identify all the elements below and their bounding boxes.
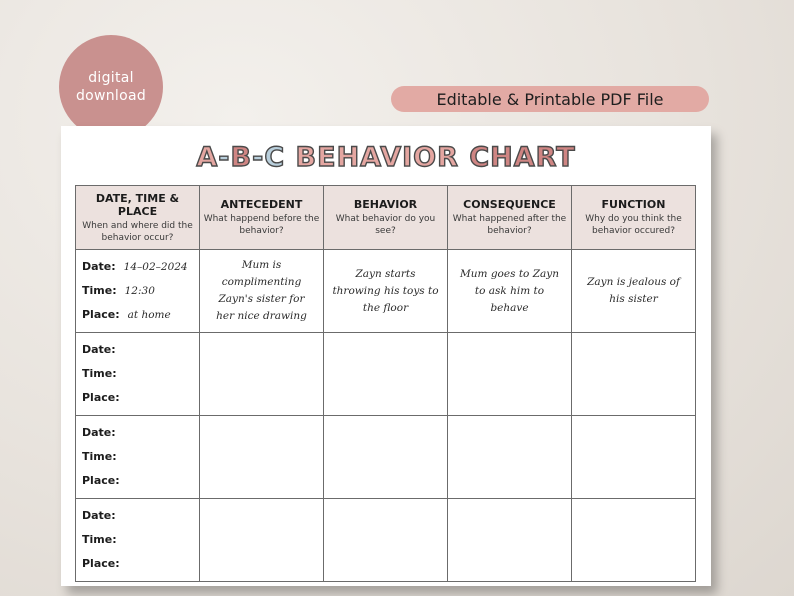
- place-label: Place:: [82, 474, 120, 487]
- antecedent-cell[interactable]: [200, 333, 324, 416]
- header-consequence: [448, 186, 572, 250]
- title-part-b: B: [230, 142, 253, 173]
- header-subtitle: What happend before the behavior?: [203, 214, 320, 236]
- table-row-example: [76, 250, 696, 333]
- abc-table: [75, 185, 696, 582]
- header-title: FUNCTION: [601, 198, 666, 211]
- place-label: Place:: [82, 557, 120, 570]
- function-cell[interactable]: [572, 416, 696, 499]
- header-title: CONSEQUENCE: [463, 198, 556, 211]
- header-antecedent: [200, 186, 324, 250]
- title-part-c: C: [264, 142, 286, 173]
- header-subtitle: When and where did the behavior occur?: [82, 220, 193, 243]
- table-header-row: [76, 186, 696, 250]
- place-label: Place:: [82, 391, 120, 404]
- header-subtitle: Why do you think the behavior occured?: [585, 214, 682, 236]
- title-part-dash2: -: [252, 142, 265, 173]
- date-time-place-cell[interactable]: [76, 499, 200, 582]
- table-row: [76, 499, 696, 582]
- badge-line-2: download: [75, 88, 147, 104]
- header-function: [572, 186, 696, 250]
- page-title: [61, 142, 711, 173]
- date-time-place-cell[interactable]: [76, 416, 200, 499]
- header-subtitle: What happened after the behavior?: [452, 214, 567, 236]
- date-value: 14–02–2024: [123, 261, 188, 273]
- digital-download-badge: [59, 35, 163, 139]
- function-cell[interactable]: Zayn is jealous of his sister: [572, 250, 696, 333]
- date-time-place-cell[interactable]: [76, 333, 200, 416]
- header-title: BEHAVIOR: [353, 198, 418, 211]
- table-row: [76, 333, 696, 416]
- header-behavior: [324, 186, 448, 250]
- place-value: at home: [127, 309, 171, 321]
- badge-line-1: digital: [88, 70, 134, 86]
- header-date-time-place: [76, 186, 200, 250]
- antecedent-cell[interactable]: Mum is complimenting Zayn's sister for her nice drawing: [200, 250, 324, 333]
- place-label: Place:: [82, 308, 120, 321]
- time-label: Time:: [82, 450, 117, 463]
- time-label: Time:: [82, 367, 117, 380]
- date-label: Date:: [82, 260, 116, 273]
- time-label: Time:: [82, 284, 117, 297]
- consequence-cell[interactable]: [448, 499, 572, 582]
- date-label: Date:: [82, 343, 116, 356]
- header-title: DATE, TIME & PLACE: [95, 191, 180, 218]
- behavior-cell[interactable]: [324, 333, 448, 416]
- time-value: 12:30: [124, 285, 155, 297]
- behavior-cell[interactable]: Zayn starts throwing his toys to the floor: [324, 250, 448, 333]
- banner-text: Editable & Printable PDF File: [436, 89, 664, 109]
- consequence-cell[interactable]: [448, 416, 572, 499]
- chart-sheet: [61, 126, 711, 586]
- consequence-cell[interactable]: Mum goes to Zayn to ask him to behave: [448, 250, 572, 333]
- title-part-behavior: BEHAVIOR: [285, 142, 470, 173]
- header-subtitle: What behavior do you see?: [335, 214, 436, 236]
- title-part-chart: CHART: [469, 142, 576, 173]
- function-cell[interactable]: [572, 499, 696, 582]
- behavior-cell[interactable]: [324, 416, 448, 499]
- antecedent-cell[interactable]: [200, 416, 324, 499]
- consequence-cell[interactable]: [448, 333, 572, 416]
- date-time-place-cell[interactable]: [76, 250, 200, 333]
- title-part-dash1: -: [218, 142, 231, 173]
- title-part-a: A: [196, 142, 219, 173]
- editable-printable-banner: [391, 86, 709, 112]
- antecedent-cell[interactable]: [200, 499, 324, 582]
- table-row: [76, 416, 696, 499]
- function-cell[interactable]: [572, 333, 696, 416]
- date-label: Date:: [82, 426, 116, 439]
- behavior-cell[interactable]: [324, 499, 448, 582]
- time-label: Time:: [82, 533, 117, 546]
- date-label: Date:: [82, 509, 116, 522]
- header-title: ANTECEDENT: [220, 198, 303, 211]
